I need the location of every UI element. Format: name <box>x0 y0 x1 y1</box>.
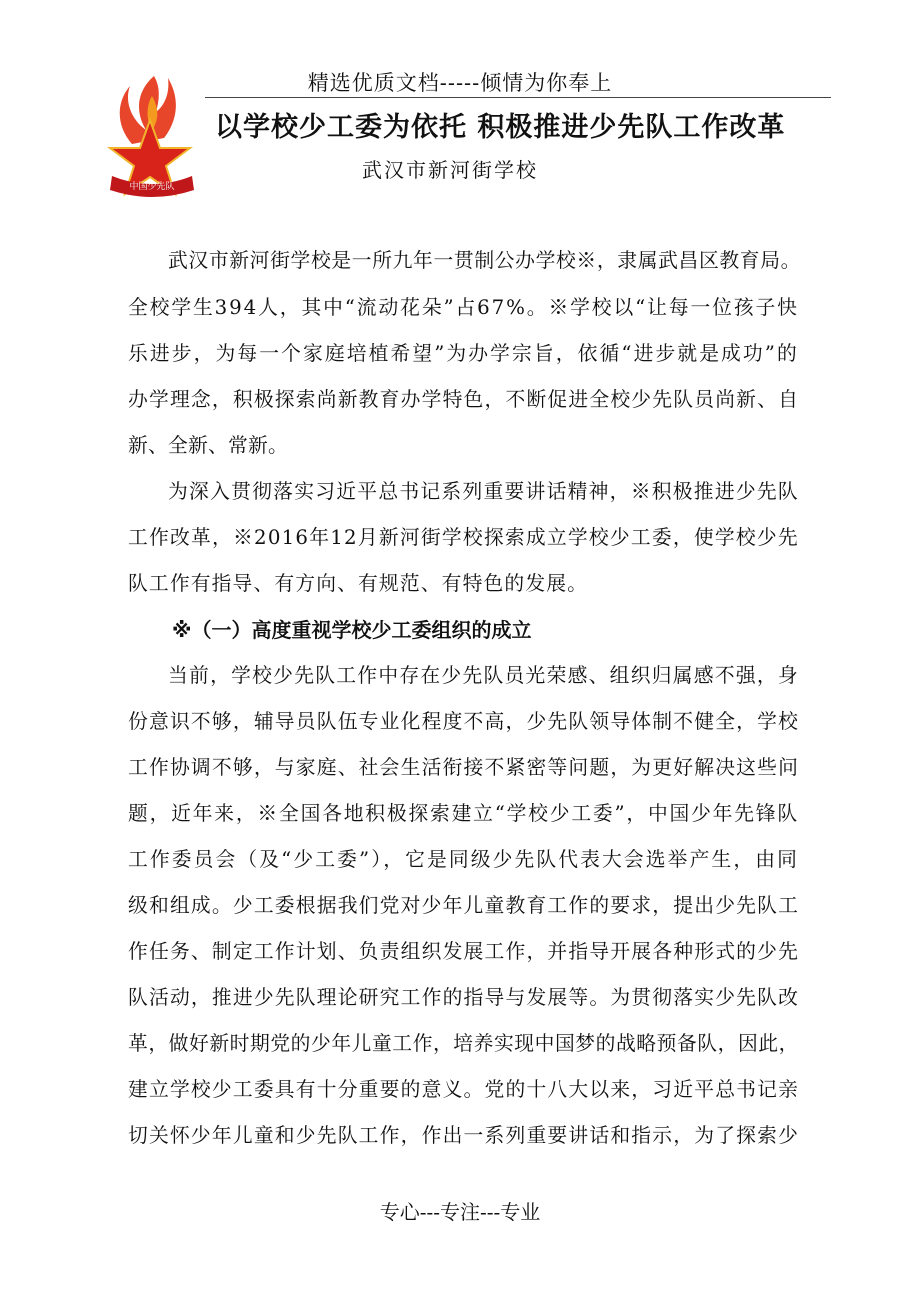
body-line: 新、全新、常新。 <box>128 434 289 457</box>
body-line: 工作委员会（及“少工委”），它是同级少先队代表大会选举产生，由同 <box>128 848 799 871</box>
body-line: 武汉市新河街学校是一所九年一贯制公办学校※，隶属武昌区教育局。 <box>168 249 802 272</box>
body-line: 革，做好新时期党的少年儿童工作，培养实现中国梦的战略预备队，因此， <box>128 1032 799 1055</box>
document-title: 以学校少工委为依托 积极推进少先队工作改革 <box>215 112 786 143</box>
document-subtitle: 武汉市新河街学校 <box>362 158 538 182</box>
body-line: 建立学校少工委具有十分重要的意义。党的十八大以来，习近平总书记亲 <box>128 1078 800 1101</box>
body-line: 队工作有指导、有方向、有规范、有特色的发展。 <box>128 572 589 595</box>
section-heading: ※（一）高度重视学校少工委组织的成立 <box>172 618 532 642</box>
logo-banner-text: 中国少先队 <box>129 182 175 192</box>
body-line: 队活动，推进少先队理论研究工作的指导与发展等。为贯彻落实少先队改 <box>128 986 800 1009</box>
body-line: 切关怀少年儿童和少先队工作，作出一系列重要讲话和指示，为了探索少 <box>128 1124 800 1147</box>
body-line: 级和组成。少工委根据我们党对少年儿童教育工作的要求，提出少先队工 <box>128 894 800 917</box>
body-line: 工作改革，※2016年12月新河街学校探索成立学校少工委，使学校少先 <box>128 526 799 549</box>
page-header: 精选优质文档-----倾情为你奉上 <box>307 71 613 95</box>
body-line: 题，近年来，※全国各地积极探索建立“学校少工委”，中国少年先锋队 <box>128 802 799 825</box>
header-rule <box>205 97 831 98</box>
page-footer: 专心---专注---专业 <box>379 1200 541 1224</box>
body-line: 全校学生394人，其中“流动花朵”占67%。※学校以“让每一位孩子快 <box>128 296 799 319</box>
body-line: 工作协调不够，与家庭、社会生活衔接不紧密等问题，为更好解决这些问 <box>128 756 800 779</box>
body-line: 办学理念，积极探索尚新教育办学特色，不断促进全校少先队员尚新、自 <box>128 388 800 411</box>
body-line: 作任务、制定工作计划、负责组织发展工作，并指导开展各种形式的少先 <box>128 940 800 963</box>
body-line: 份意识不够，辅导员队伍专业化程度不高，少先队领导体制不健全，学校 <box>128 710 800 733</box>
body-line: 当前，学校少先队工作中存在少先队员光荣感、组织归属感不强，身 <box>168 664 799 687</box>
body-line: 为深入贯彻落实习近平总书记系列重要讲话精神，※积极推进少先队 <box>168 480 799 503</box>
body-line: 乐进步，为每一个家庭培植希望”为办学宗旨，依循“进步就是成功”的 <box>128 342 799 365</box>
young-pioneers-logo <box>94 72 212 202</box>
